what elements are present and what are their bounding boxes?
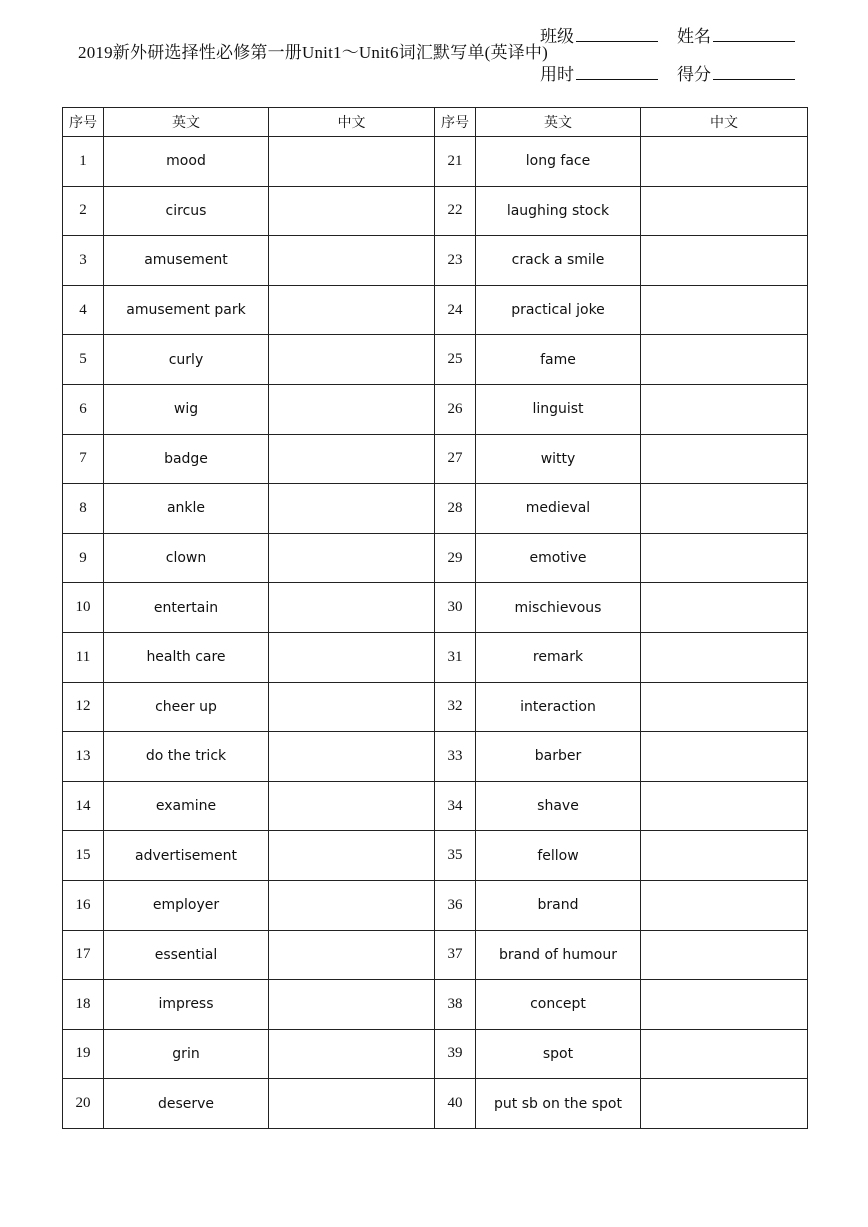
chinese-answer-cell[interactable] bbox=[641, 384, 808, 434]
number-cell: 16 bbox=[63, 880, 104, 930]
class-label: 班级 bbox=[540, 27, 574, 46]
chinese-answer-cell[interactable] bbox=[641, 732, 808, 782]
chinese-answer-cell[interactable] bbox=[641, 236, 808, 286]
english-word-cell: laughing stock bbox=[476, 186, 641, 236]
chinese-answer-cell[interactable] bbox=[641, 781, 808, 831]
column-header-english: 英文 bbox=[104, 108, 269, 137]
english-word-cell: impress bbox=[104, 980, 269, 1030]
number-cell: 11 bbox=[63, 632, 104, 682]
number-cell: 4 bbox=[63, 285, 104, 335]
chinese-answer-cell[interactable] bbox=[641, 632, 808, 682]
number-cell: 14 bbox=[63, 781, 104, 831]
number-cell: 32 bbox=[435, 682, 476, 732]
time-blank[interactable] bbox=[576, 63, 658, 80]
english-word-cell: crack a smile bbox=[476, 236, 641, 286]
english-word-cell: long face bbox=[476, 137, 641, 187]
english-word-cell: examine bbox=[104, 781, 269, 831]
chinese-answer-cell[interactable] bbox=[269, 384, 435, 434]
chinese-answer-cell[interactable] bbox=[269, 930, 435, 980]
english-word-cell: deserve bbox=[104, 1079, 269, 1129]
number-cell: 10 bbox=[63, 583, 104, 633]
english-word-cell: mood bbox=[104, 137, 269, 187]
number-cell: 29 bbox=[435, 533, 476, 583]
number-cell: 2 bbox=[63, 186, 104, 236]
chinese-answer-cell[interactable] bbox=[269, 285, 435, 335]
english-word-cell: amusement park bbox=[104, 285, 269, 335]
chinese-answer-cell[interactable] bbox=[269, 1029, 435, 1079]
english-word-cell: health care bbox=[104, 632, 269, 682]
class-field bbox=[540, 22, 658, 47]
name-label: 姓名 bbox=[677, 27, 711, 46]
chinese-answer-cell[interactable] bbox=[641, 335, 808, 385]
number-cell: 26 bbox=[435, 384, 476, 434]
chinese-answer-cell[interactable] bbox=[641, 980, 808, 1030]
english-word-cell: concept bbox=[476, 980, 641, 1030]
chinese-answer-cell[interactable] bbox=[641, 137, 808, 187]
score-field bbox=[677, 60, 795, 85]
english-word-cell: cheer up bbox=[104, 682, 269, 732]
english-word-cell: ankle bbox=[104, 484, 269, 534]
english-word-cell: fame bbox=[476, 335, 641, 385]
number-cell: 36 bbox=[435, 880, 476, 930]
chinese-answer-cell[interactable] bbox=[269, 484, 435, 534]
number-cell: 5 bbox=[63, 335, 104, 385]
chinese-answer-cell[interactable] bbox=[641, 285, 808, 335]
table-row bbox=[63, 831, 808, 881]
chinese-answer-cell[interactable] bbox=[269, 434, 435, 484]
number-cell: 34 bbox=[435, 781, 476, 831]
number-cell: 33 bbox=[435, 732, 476, 782]
chinese-answer-cell[interactable] bbox=[269, 1079, 435, 1129]
english-word-cell: employer bbox=[104, 880, 269, 930]
english-word-cell: entertain bbox=[104, 583, 269, 633]
chinese-answer-cell[interactable] bbox=[269, 335, 435, 385]
chinese-answer-cell[interactable] bbox=[641, 186, 808, 236]
number-cell: 37 bbox=[435, 930, 476, 980]
english-word-cell: medieval bbox=[476, 484, 641, 534]
table-row bbox=[63, 533, 808, 583]
table-row bbox=[63, 236, 808, 286]
chinese-answer-cell[interactable] bbox=[269, 236, 435, 286]
table-row bbox=[63, 781, 808, 831]
chinese-answer-cell[interactable] bbox=[641, 583, 808, 633]
number-cell: 9 bbox=[63, 533, 104, 583]
score-blank[interactable] bbox=[713, 63, 795, 80]
chinese-answer-cell[interactable] bbox=[641, 484, 808, 534]
english-word-cell: essential bbox=[104, 930, 269, 980]
table-row bbox=[63, 732, 808, 782]
number-cell: 8 bbox=[63, 484, 104, 534]
chinese-answer-cell[interactable] bbox=[269, 632, 435, 682]
table-row bbox=[63, 930, 808, 980]
number-cell: 40 bbox=[435, 1079, 476, 1129]
number-cell: 27 bbox=[435, 434, 476, 484]
english-word-cell: do the trick bbox=[104, 732, 269, 782]
number-cell: 22 bbox=[435, 186, 476, 236]
english-word-cell: barber bbox=[476, 732, 641, 782]
column-header-number: 序号 bbox=[63, 108, 104, 137]
score-label: 得分 bbox=[677, 65, 711, 84]
number-cell: 30 bbox=[435, 583, 476, 633]
column-header-number: 序号 bbox=[435, 108, 476, 137]
table-row bbox=[63, 434, 808, 484]
number-cell: 38 bbox=[435, 980, 476, 1030]
english-word-cell: fellow bbox=[476, 831, 641, 881]
number-cell: 20 bbox=[63, 1079, 104, 1129]
number-cell: 7 bbox=[63, 434, 104, 484]
table-header-row bbox=[63, 108, 808, 137]
english-word-cell: linguist bbox=[476, 384, 641, 434]
table-row bbox=[63, 335, 808, 385]
column-header-chinese: 中文 bbox=[641, 108, 808, 137]
english-word-cell: emotive bbox=[476, 533, 641, 583]
english-word-cell: advertisement bbox=[104, 831, 269, 881]
english-word-cell: interaction bbox=[476, 682, 641, 732]
chinese-answer-cell[interactable] bbox=[269, 781, 435, 831]
table-row bbox=[63, 682, 808, 732]
chinese-answer-cell[interactable] bbox=[269, 682, 435, 732]
column-header-english: 英文 bbox=[476, 108, 641, 137]
chinese-answer-cell[interactable] bbox=[269, 583, 435, 633]
chinese-answer-cell[interactable] bbox=[269, 533, 435, 583]
chinese-answer-cell[interactable] bbox=[641, 434, 808, 484]
english-word-cell: amusement bbox=[104, 236, 269, 286]
english-word-cell: practical joke bbox=[476, 285, 641, 335]
chinese-answer-cell[interactable] bbox=[641, 1079, 808, 1129]
english-word-cell: curly bbox=[104, 335, 269, 385]
english-word-cell: remark bbox=[476, 632, 641, 682]
time-field bbox=[540, 60, 658, 85]
time-label: 用时 bbox=[540, 65, 574, 84]
chinese-answer-cell[interactable] bbox=[641, 930, 808, 980]
number-cell: 13 bbox=[63, 732, 104, 782]
number-cell: 17 bbox=[63, 930, 104, 980]
number-cell: 6 bbox=[63, 384, 104, 434]
number-cell: 39 bbox=[435, 1029, 476, 1079]
chinese-answer-cell[interactable] bbox=[269, 732, 435, 782]
number-cell: 19 bbox=[63, 1029, 104, 1079]
number-cell: 12 bbox=[63, 682, 104, 732]
english-word-cell: spot bbox=[476, 1029, 641, 1079]
english-word-cell: witty bbox=[476, 434, 641, 484]
vocabulary-table bbox=[62, 107, 808, 1129]
column-header-chinese: 中文 bbox=[269, 108, 435, 137]
number-cell: 35 bbox=[435, 831, 476, 881]
english-word-cell: circus bbox=[104, 186, 269, 236]
name-blank[interactable] bbox=[713, 25, 795, 42]
table-row bbox=[63, 1029, 808, 1079]
chinese-answer-cell[interactable] bbox=[641, 682, 808, 732]
chinese-answer-cell[interactable] bbox=[641, 533, 808, 583]
table-row bbox=[63, 137, 808, 187]
chinese-answer-cell[interactable] bbox=[269, 980, 435, 1030]
class-blank[interactable] bbox=[576, 25, 658, 42]
english-word-cell: put sb on the spot bbox=[476, 1079, 641, 1129]
table-row bbox=[63, 1079, 808, 1129]
table-row bbox=[63, 880, 808, 930]
table-row bbox=[63, 980, 808, 1030]
document-title: 2019新外研选择性必修第一册Unit1～Unit6词汇默写单(英译中) bbox=[78, 43, 548, 62]
table-row bbox=[63, 186, 808, 236]
english-word-cell: shave bbox=[476, 781, 641, 831]
english-word-cell: brand of humour bbox=[476, 930, 641, 980]
number-cell: 18 bbox=[63, 980, 104, 1030]
english-word-cell: wig bbox=[104, 384, 269, 434]
english-word-cell: clown bbox=[104, 533, 269, 583]
table-row bbox=[63, 632, 808, 682]
chinese-answer-cell[interactable] bbox=[269, 831, 435, 881]
table-row bbox=[63, 285, 808, 335]
english-word-cell: badge bbox=[104, 434, 269, 484]
chinese-answer-cell[interactable] bbox=[641, 1029, 808, 1079]
english-word-cell: brand bbox=[476, 880, 641, 930]
number-cell: 25 bbox=[435, 335, 476, 385]
number-cell: 3 bbox=[63, 236, 104, 286]
number-cell: 23 bbox=[435, 236, 476, 286]
english-word-cell: mischievous bbox=[476, 583, 641, 633]
table-row bbox=[63, 384, 808, 434]
table-row bbox=[63, 583, 808, 633]
chinese-answer-cell[interactable] bbox=[269, 880, 435, 930]
table-row bbox=[63, 484, 808, 534]
number-cell: 24 bbox=[435, 285, 476, 335]
number-cell: 1 bbox=[63, 137, 104, 187]
chinese-answer-cell[interactable] bbox=[641, 880, 808, 930]
name-field bbox=[677, 22, 795, 47]
chinese-answer-cell[interactable] bbox=[269, 186, 435, 236]
number-cell: 28 bbox=[435, 484, 476, 534]
english-word-cell: grin bbox=[104, 1029, 269, 1079]
number-cell: 21 bbox=[435, 137, 476, 187]
number-cell: 31 bbox=[435, 632, 476, 682]
chinese-answer-cell[interactable] bbox=[269, 137, 435, 187]
chinese-answer-cell[interactable] bbox=[641, 831, 808, 881]
number-cell: 15 bbox=[63, 831, 104, 881]
